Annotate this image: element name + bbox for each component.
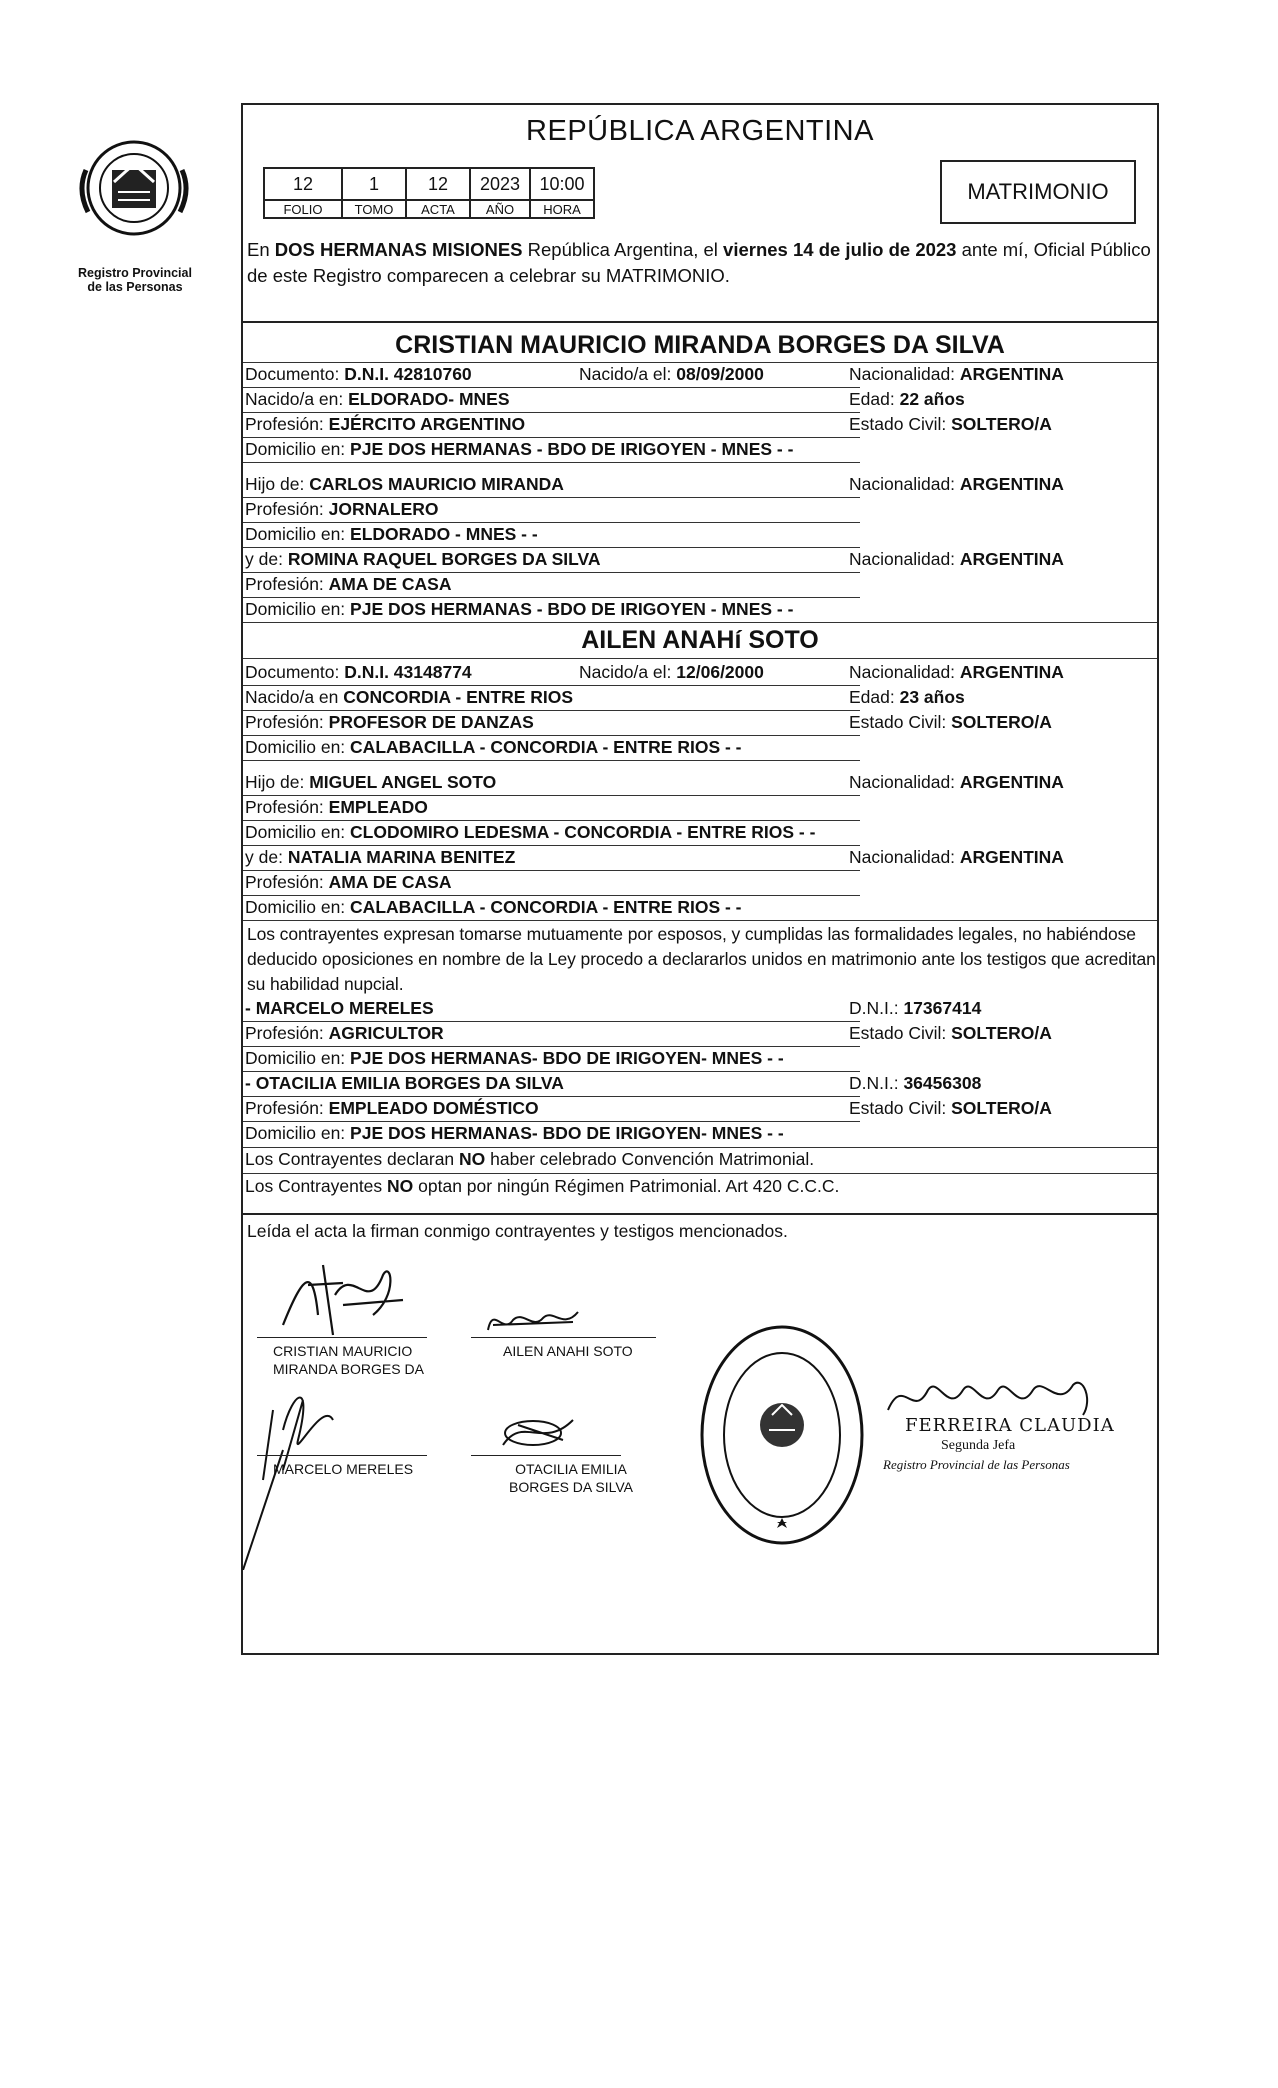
c1-madre-profesion: Profesión: AMA DE CASA <box>245 574 452 594</box>
c1-domicilio: Domicilio en: PJE DOS HERMANAS - BDO DE IRIGOYEN - MNES - - <box>245 439 794 459</box>
firma-cristian-label: CRISTIAN MAURICIO MIRANDA BORGES DA <box>273 1343 424 1377</box>
page-title: REPÚBLICA ARGENTINA <box>526 115 874 147</box>
c1-padre-domicilio: Domicilio en: ELDORADO - MNES - - <box>245 524 538 544</box>
signature-ailen <box>483 1300 583 1340</box>
declaracion-text: Los contrayentes expresan tomarse mutuamente por esposos, y cumplidas las formalidades legales, no habiéndose deducido oposiciones en nombre de la Ley procedo a declararlos unidos en matrimonio ante los testigos que acreditan su habilidad nupcial. <box>247 924 1156 994</box>
registro-table <box>263 167 595 219</box>
c1-madre: y de: ROMINA RAQUEL BORGES DA SILVA <box>245 549 601 569</box>
c1-padre-nacionalidad: Nacionalidad: ARGENTINA <box>849 474 1064 494</box>
contrayente2-name: AILEN ANAHí SOTO <box>581 626 819 654</box>
firma-marcelo-label: MARCELO MERELES <box>273 1461 414 1477</box>
c1-nacionalidad: Nacionalidad: ARGENTINA <box>849 364 1064 384</box>
c1-edad: Edad: 22 años <box>849 389 965 409</box>
c1-nacido-el: Nacido/a el: 08/09/2000 <box>579 364 764 384</box>
regimen-text: Los Contrayentes NO optan por ningún Régimen Patrimonial. Art 420 C.C.C. <box>245 1176 840 1196</box>
contrayente1-name: CRISTIAN MAURICIO MIRANDA BORGES DA SILVA <box>395 331 1005 359</box>
seal-icon <box>72 130 202 260</box>
c2-estado-civil: Estado Civil: SOLTERO/A <box>849 712 1052 732</box>
t2-domicilio: Domicilio en: PJE DOS HERMANAS- BDO DE IRIGOYEN- MNES - - <box>245 1123 784 1143</box>
hora-label: HORA <box>530 200 594 218</box>
logo-caption <box>60 266 210 294</box>
t2-dni: D.N.I.: 36456308 <box>849 1073 982 1093</box>
acta-type: MATRIMONIO <box>940 160 1136 224</box>
t1-nombre: - MARCELO MERELES <box>245 998 434 1018</box>
signature-otacilia <box>493 1405 583 1455</box>
anio-label: AÑO <box>470 200 530 218</box>
official-seal <box>697 1320 867 1550</box>
c1-estado-civil: Estado Civil: SOLTERO/A <box>849 414 1052 434</box>
c2-padre-profesion: Profesión: EMPLEADO <box>245 797 428 817</box>
c2-nacionalidad: Nacionalidad: ARGENTINA <box>849 662 1064 682</box>
t2-nombre: - OTACILIA EMILIA BORGES DA SILVA <box>245 1073 564 1093</box>
c2-madre-profesion: Profesión: AMA DE CASA <box>245 872 452 892</box>
c1-documento: Documento: D.N.I. 42810760 <box>245 364 472 384</box>
anio-value: 2023 <box>470 168 530 200</box>
convencion-text: Los Contrayentes declaran NO haber celebrado Convención Matrimonial. <box>245 1149 815 1169</box>
c2-padre-domicilio: Domicilio en: CLODOMIRO LEDESMA - CONCORDIA - ENTRE RIOS - - <box>245 822 816 842</box>
t2-estado-civil: Estado Civil: SOLTERO/A <box>849 1098 1052 1118</box>
folio-value: 12 <box>264 168 342 200</box>
folio-label: FOLIO <box>264 200 342 218</box>
firma-otacilia-label: OTACILIA EMILIA BORGES DA SILVA <box>509 1461 633 1495</box>
oficial-registro: Registro Provincial de las Personas <box>883 1457 1070 1472</box>
c2-padre-nacionalidad: Nacionalidad: ARGENTINA <box>849 772 1064 792</box>
acta-document <box>241 103 1159 1655</box>
c2-edad: Edad: 23 años <box>849 687 965 707</box>
c1-profesion: Profesión: EJÉRCITO ARGENTINO <box>245 414 526 434</box>
firma-ailen-label: AILEN ANAHI SOTO <box>503 1343 633 1359</box>
c1-nacido-en: Nacido/a en: ELDORADO- MNES <box>245 389 510 409</box>
tomo-label: TOMO <box>342 200 406 218</box>
c2-padre: Hijo de: MIGUEL ANGEL SOTO <box>245 772 497 792</box>
tomo-value: 1 <box>342 168 406 200</box>
c2-madre: y de: NATALIA MARINA BENITEZ <box>245 847 516 867</box>
c2-domicilio: Domicilio en: CALABACILLA - CONCORDIA - ENTRE RIOS - - <box>245 737 742 757</box>
hora-value: 10:00 <box>530 168 594 200</box>
intro-date: viernes 14 de julio de 2023 <box>723 239 957 260</box>
c1-madre-nacionalidad: Nacionalidad: ARGENTINA <box>849 549 1064 569</box>
intro-p3: ante mí, Oficial Público de este Registro comparecen a celebrar su MATRIMONIO. <box>247 239 1151 286</box>
logo-line2: de las Personas <box>87 280 183 294</box>
t1-profesion: Profesión: AGRICULTOR <box>245 1023 444 1043</box>
c2-documento: Documento: D.N.I. 43148774 <box>245 662 472 682</box>
lectura-text: Leída el acta la firman conmigo contrayentes y testigos mencionados. <box>247 1221 788 1241</box>
c1-padre-profesion: Profesión: JORNALERO <box>245 499 439 519</box>
c2-profesion: Profesión: PROFESOR DE DANZAS <box>245 712 534 732</box>
acta-value: 12 <box>406 168 470 200</box>
c2-madre-domicilio: Domicilio en: CALABACILLA - CONCORDIA - ENTRE RIOS - - <box>245 897 742 917</box>
oficial-nombre: FERREIRA CLAUDIA <box>905 1415 1115 1436</box>
t1-dni: D.N.I.: 17367414 <box>849 998 982 1018</box>
logo-line1: Registro Provincial <box>78 266 192 280</box>
t2-profesion: Profesión: EMPLEADO DOMÉSTICO <box>245 1098 539 1118</box>
c1-padre: Hijo de: CARLOS MAURICIO MIRANDA <box>245 474 564 494</box>
intro-p1: En <box>247 239 275 260</box>
oficial-cargo: Segunda Jefa <box>941 1438 1016 1453</box>
c1-madre-domicilio: Domicilio en: PJE DOS HERMANAS - BDO DE IRIGOYEN - MNES - - <box>245 599 794 619</box>
provincial-logo <box>72 130 202 260</box>
c2-nacido-el: Nacido/a el: 12/06/2000 <box>579 662 764 682</box>
intro-paragraph <box>247 237 1157 289</box>
intro-p2: República Argentina, el <box>522 239 724 260</box>
t1-domicilio: Domicilio en: PJE DOS HERMANAS- BDO DE IRIGOYEN- MNES - - <box>245 1048 784 1068</box>
c2-nacido-en: Nacido/a en CONCORDIA - ENTRE RIOS <box>245 687 574 707</box>
c2-madre-nacionalidad: Nacionalidad: ARGENTINA <box>849 847 1064 867</box>
acta-label: ACTA <box>406 200 470 218</box>
official-seal-icon <box>697 1320 867 1550</box>
t1-estado-civil: Estado Civil: SOLTERO/A <box>849 1023 1052 1043</box>
signature-cristian <box>273 1255 413 1345</box>
intro-place: DOS HERMANAS MISIONES <box>274 239 523 260</box>
